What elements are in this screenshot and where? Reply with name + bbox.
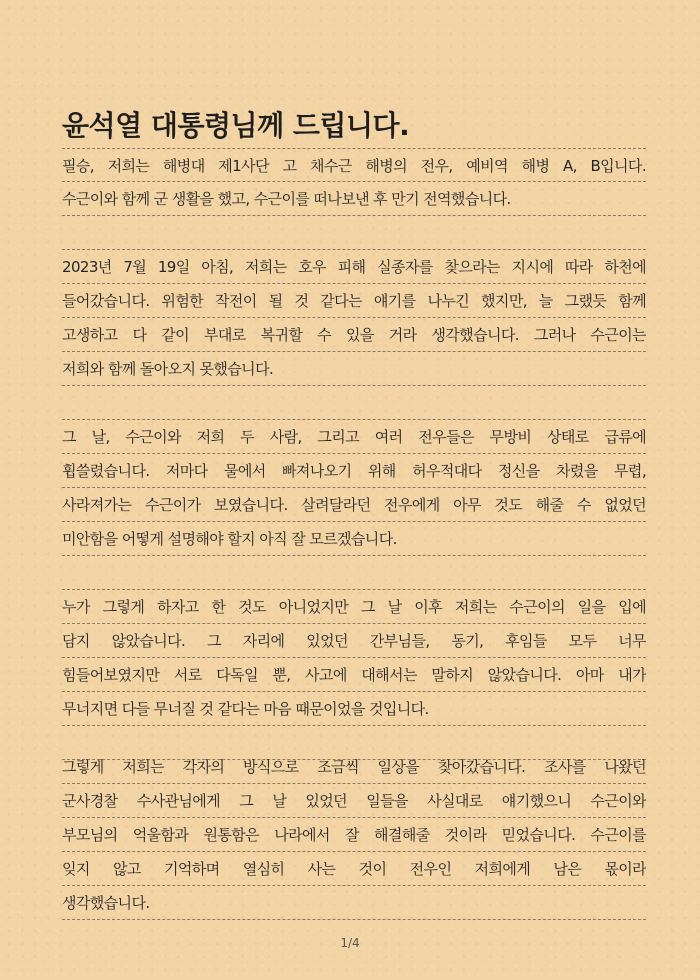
text-line: 필승, 저희는 해병대 제1사단 고 채수근 해병의 전우, 예비역 해병 A, B입니다. — [62, 148, 646, 182]
letter-title: 윤석열 대통령님께 드립니다. — [62, 109, 410, 142]
text-line: 누가 그렇게 하자고 한 것도 아니었지만 그 날 이후 저희는 수근이의 일을 입에 — [62, 590, 646, 624]
text-line: 그렇게 저희는 각자의 방식으로 조금씩 일상을 찾아갔습니다. 조사를 나왔던 — [62, 750, 646, 784]
text-line: 잊지 않고 기억하며 열심히 사는 것이 전우인 저희에게 남은 몫이라 — [62, 852, 646, 886]
blank-line — [62, 386, 646, 420]
text-line: 고생하고 다 같이 부대로 복귀할 수 있을 거라 생각했습니다. 그러나 수근이는 — [62, 318, 646, 352]
paragraph-3 — [62, 420, 646, 590]
text-line: 담지 않았습니다. 그 자리에 있었던 간부님들, 동기, 후임들 모두 너무 — [62, 624, 646, 658]
text-line: 생각했습니다. — [62, 886, 646, 920]
text-line: 군사경찰 수사관님에게 그 날 있었던 일들을 사실대로 얘기했으니 수근이와 — [62, 784, 646, 818]
text-line: 미안함을 어떻게 설명해야 할지 아직 잘 모르겠습니다. — [62, 522, 646, 556]
paragraph-5 — [62, 750, 646, 920]
text-line: 부모님의 억울함과 원통함은 나라에서 잘 해결해줄 것이라 믿었습니다. 수근이를 — [62, 818, 646, 852]
text-line: 휩쓸렸습니다. 저마다 물에서 빠져나오기 위해 허우적대다 정신을 차렸을 무렵, — [62, 454, 646, 488]
text-line: 무너지면 다들 무너질 것 같다는 마음 때문이었을 것입니다. — [62, 692, 646, 726]
text-line: 수근이와 함께 군 생활을 했고, 수근이를 떠나보낸 후 만기 전역했습니다. — [62, 182, 646, 216]
blank-line — [62, 216, 646, 250]
text-line: 저희와 함께 돌아오지 못했습니다. — [62, 352, 646, 386]
blank-line — [62, 556, 646, 590]
paragraph-4 — [62, 590, 646, 760]
paragraph-1 — [62, 148, 646, 250]
page-number: 1/4 — [340, 936, 360, 950]
text-line: 사라져가는 수근이가 보였습니다. 살려달라던 전우에게 아무 것도 해줄 수 없었던 — [62, 488, 646, 522]
text-line: 2023년 7월 19일 아침, 저희는 호우 피해 실종자를 찾으라는 지시에 따라 하천에 — [62, 250, 646, 284]
paragraph-2 — [62, 250, 646, 420]
text-line: 힘들어보였지만 서로 다독일 뿐, 사고에 대해서는 말하지 않았습니다. 아마 내가 — [62, 658, 646, 692]
text-line: 그 날, 수근이와 저희 두 사람, 그리고 여러 전우들은 무방비 상태로 급류에 — [62, 420, 646, 454]
text-line: 들어갔습니다. 위험한 작전이 될 것 같다는 얘기를 나누긴 했지만, 늘 그랬듯 함께 — [62, 284, 646, 318]
